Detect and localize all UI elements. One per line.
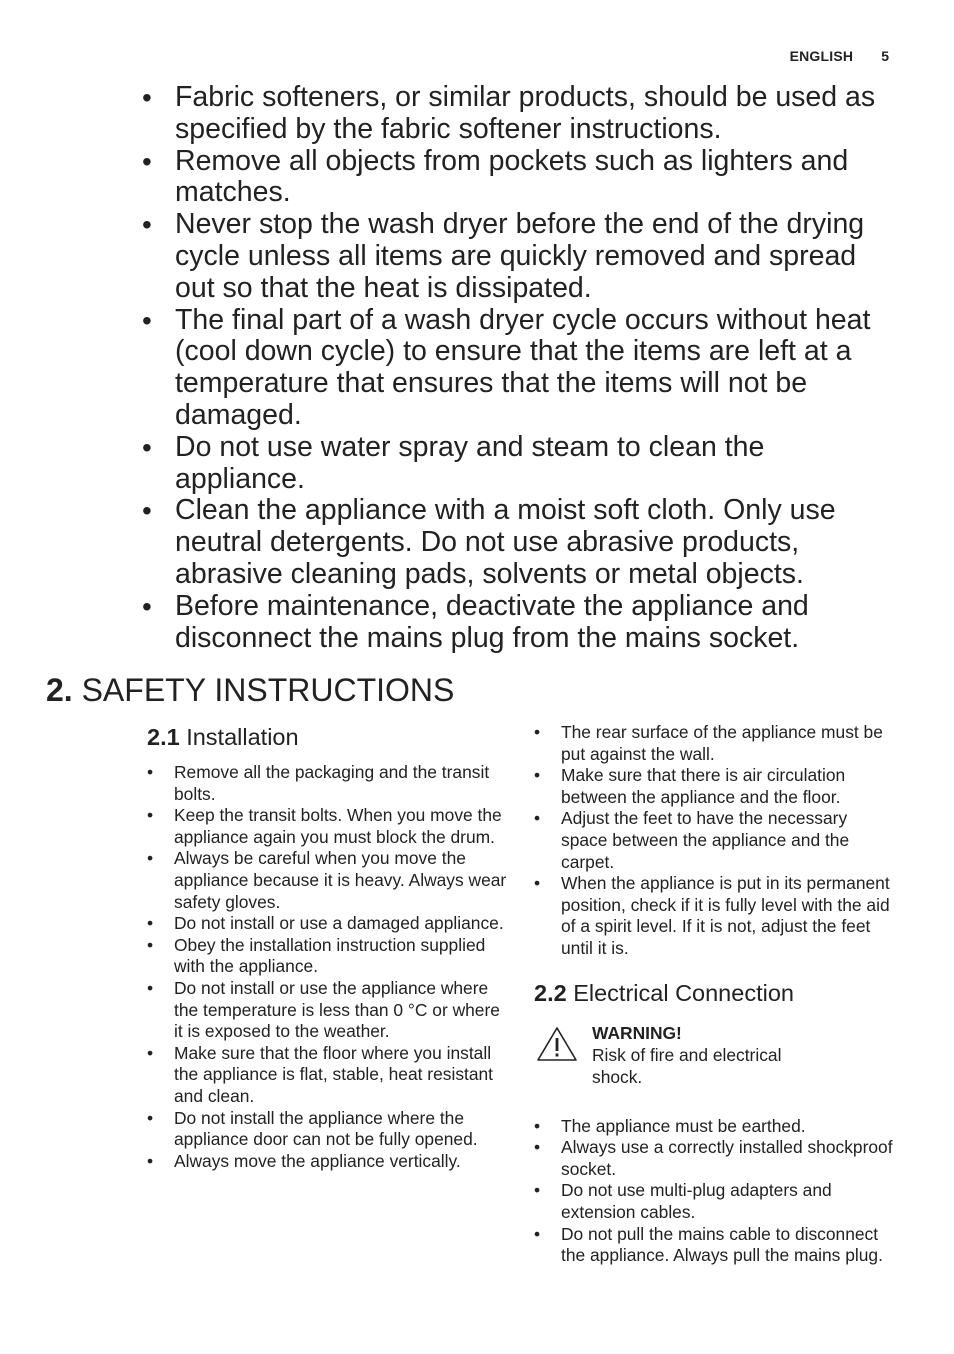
right-column xyxy=(534,722,894,1267)
list-item: • The appliance must be earthed. xyxy=(534,1115,806,1136)
list-item: • Always move the appliance vertically. xyxy=(147,1150,461,1171)
subsection-heading-electrical: 2.2 Electrical Connection xyxy=(534,979,794,1006)
list-item: • Make sure that the floor where you install the appliance is flat, stable, heat resistant and clean. xyxy=(147,1042,494,1106)
warning-box xyxy=(536,1022,894,1088)
list-item: • Remove all the packaging and the transit bolts. xyxy=(147,762,490,804)
list-item: • Obey the installation instruction supplied with the appliance. xyxy=(147,934,486,977)
list-item: • Do not install or use the appliance where the temperature is less than 0 °C or where it is exposed to the weather. xyxy=(147,977,500,1042)
list-item: • Do not install the appliance where the appliance door can not be fully opened. xyxy=(147,1107,478,1150)
warning-title: WARNING! xyxy=(592,1022,682,1043)
list-item: • Always use a correctly installed shockproof socket. xyxy=(534,1137,893,1179)
list-item: • Remove all objects from pockets such as lighters and matches. xyxy=(142,144,849,209)
electrical-list xyxy=(534,1116,894,1267)
intro-bullet-list xyxy=(142,82,892,654)
list-item: • The rear surface of the appliance must be put against the wall. xyxy=(534,722,883,764)
list-item: • Adjust the feet to have the necessary space between the appliance and the carpet. xyxy=(534,808,850,872)
list-item: • Do not use water spray and steam to clean the appliance. xyxy=(142,430,765,495)
list-item: • Do not use multi-plug adapters and extension cables. xyxy=(534,1180,832,1222)
list-item: • Never stop the wash dryer before the end of the drying cycle unless all items are quickly removed and spread out so that the heat is dissipated. xyxy=(142,208,865,304)
section-heading xyxy=(46,668,454,712)
list-item: • Make sure that there is air circulation between the appliance and the floor. xyxy=(534,765,846,807)
list-item: • When the appliance is put in its permanent position, check if it is fully level with the aid of a spirit level. If it is not, adjust the feet until it is. xyxy=(534,873,890,958)
list-item: • Fabric softeners, or similar products, should be used as specified by the fabric softener instructions. xyxy=(142,81,876,145)
left-column xyxy=(147,720,507,1172)
installation-list-continued xyxy=(534,722,894,960)
subsection-heading-installation: 2.1 Installation xyxy=(147,724,299,750)
list-item: • Before maintenance, deactivate the appliance and disconnect the mains plug from the mains socket. xyxy=(142,589,809,654)
list-item: • Clean the appliance with a moist soft cloth. Only use neutral detergents. Do not use abrasive products, abrasive cleaning pads, solvents or metal objects. xyxy=(142,494,836,590)
list-item: • Always be careful when you move the appliance because it is heavy. Always wear safety gloves. xyxy=(147,848,507,912)
list-item: • Do not pull the mains cable to disconnect the appliance. Always pull the mains plug. xyxy=(534,1223,883,1266)
language-label: ENGLISH xyxy=(789,48,854,64)
installation-list xyxy=(147,762,507,1172)
list-item: • Do not install or use a damaged appliance. xyxy=(147,913,504,934)
list-item: • Keep the transit bolts. When you move the appliance again you must block the drum. xyxy=(147,805,502,847)
section-title: SAFETY INSTRUCTIONS xyxy=(81,672,455,708)
warning-triangle-icon xyxy=(536,1026,578,1062)
warning-text: Risk of fire and electrical shock. xyxy=(592,1044,782,1087)
page-number: 5 xyxy=(881,48,889,64)
page-header xyxy=(790,48,889,64)
section-number: 2. xyxy=(46,672,73,708)
list-item: • The final part of a wash dryer cycle occurs without heat (cool down cycle) to ensure that the items are left at a temperature that ensures that the items will not be damaged. xyxy=(142,303,871,431)
